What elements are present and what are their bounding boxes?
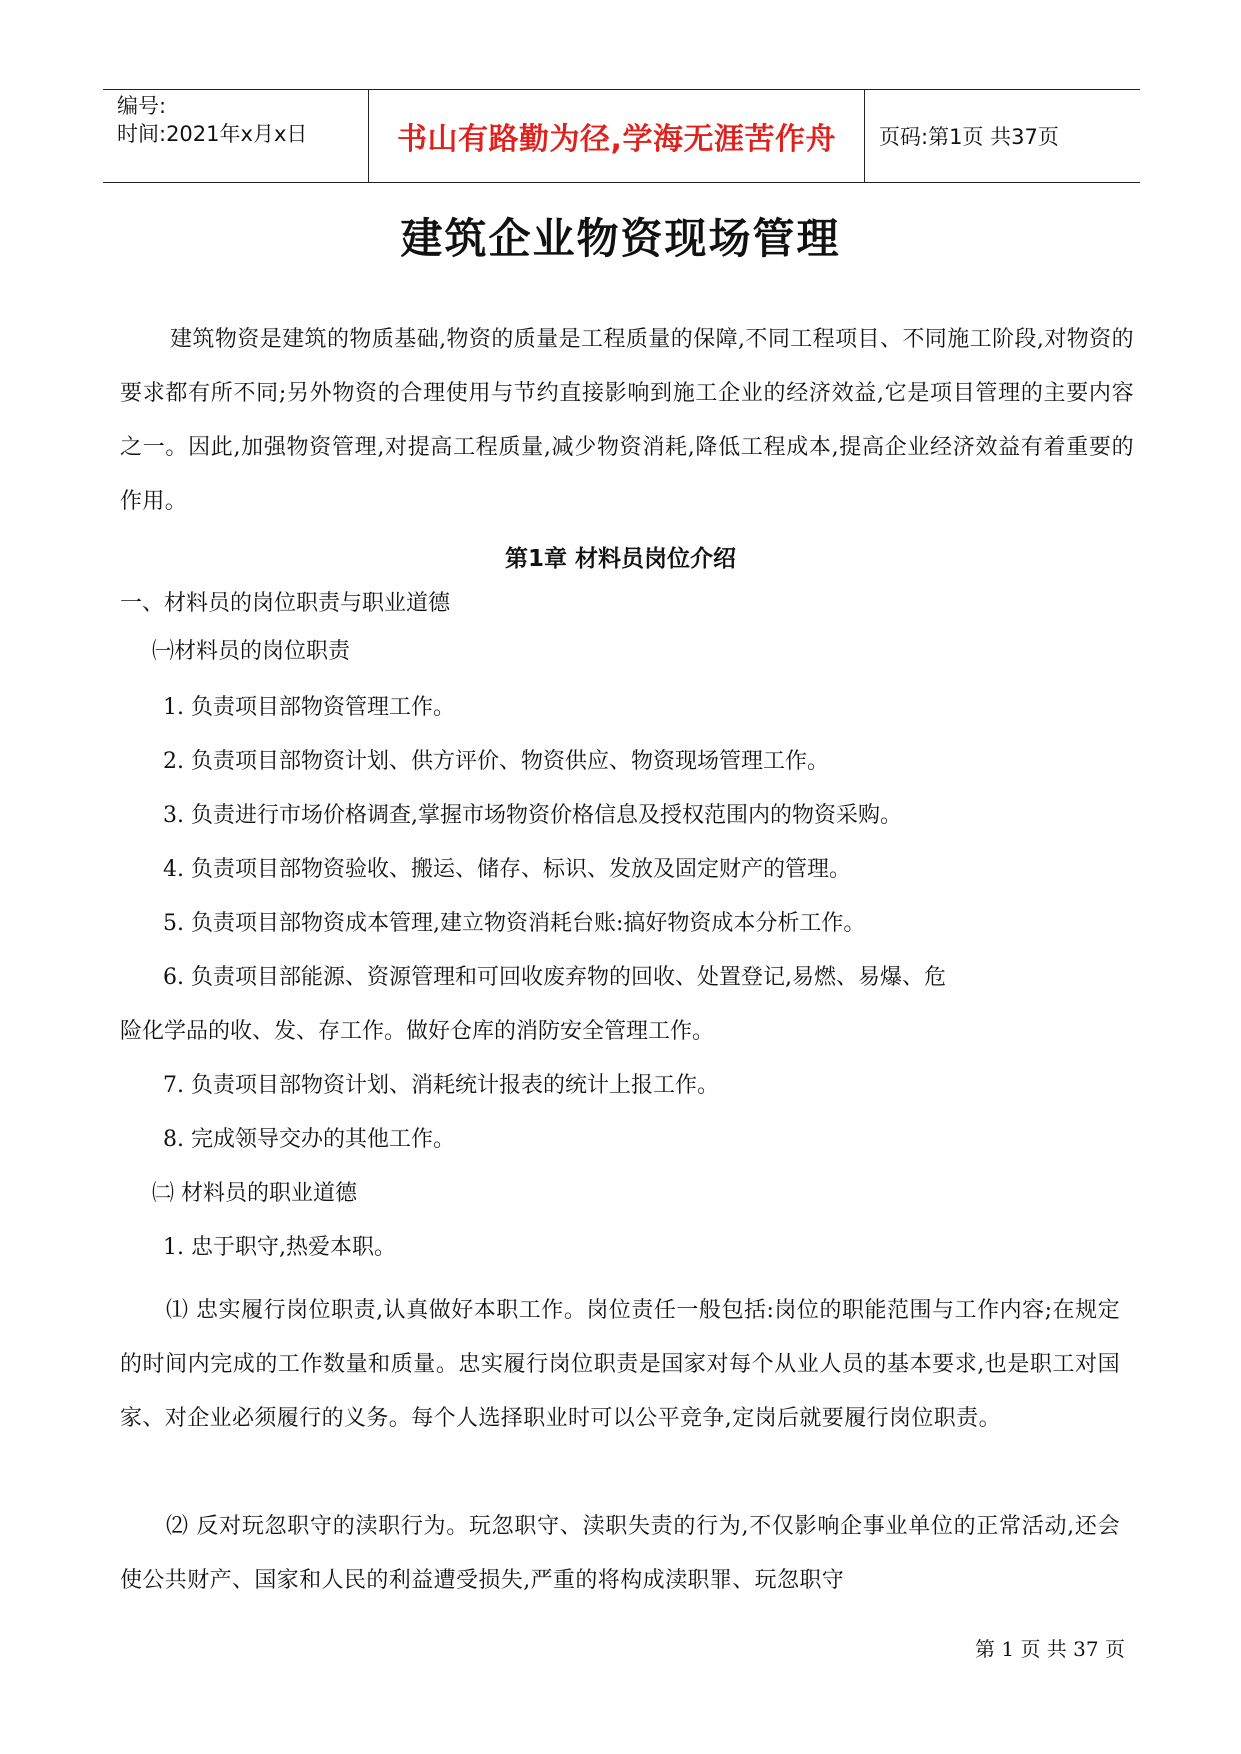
duty-item: 6. 负责项目部能源、资源管理和可回收废弃物的回收、处置登记,易燃、易爆、危: [163, 965, 946, 990]
chapter-heading: 第1章 材料员岗位介绍: [504, 546, 736, 572]
ethics-paragraph-2: ⑵ 反对玩忽职守的渎职行为。玩忽职守、渎职失责的行为,不仅影响企事业单位的正常活动,还会使公共财产、国家和人民的利益遭受损失,严重的将构成渎职罪、玩忽职守: [120, 1514, 1120, 1593]
subsection-heading-ethics: ㈡ 材料员的职业道德: [152, 1181, 357, 1206]
header-page-cell: [865, 90, 1140, 182]
duty-item: 4. 负责项目部物资验收、搬运、储存、标识、发放及固定财产的管理。: [163, 857, 851, 882]
page-footer: 第 1 页 共 37 页: [975, 1637, 1125, 1661]
duty-item: 8. 完成领导交办的其他工作。: [163, 1127, 455, 1152]
subsection-heading-duties: ㈠材料员的岗位职责: [152, 639, 351, 664]
page-code: 页码:第1页 共37页: [879, 125, 1059, 149]
duty-item: 2. 负责项目部物资计划、供方评价、物资供应、物资现场管理工作。: [163, 749, 829, 774]
document-title: 建筑企业物资现场管理: [400, 214, 841, 263]
duty-item-continuation: 险化学品的收、发、存工作。做好仓库的消防安全管理工作。: [120, 1019, 715, 1044]
ethic-item: 1. 忠于职守,热爱本职。: [163, 1235, 396, 1260]
time-label: 时间:2021年x月x日: [117, 122, 308, 146]
duty-item: 1. 负责项目部物资管理工作。: [163, 695, 455, 720]
motto-text: 书山有路勤为径,学海无涯苦作舟: [397, 122, 836, 157]
intro-paragraph: 建筑物资是建筑的物质基础,物资的质量是工程质量的保障,不同工程项目、不同施工阶段,对物资的要求都有所不同;另外物资的合理使用与节约直接影响到施工企业的经济效益,它是项目管理的主要内容之一。因此,加强物资管理,对提高工程质量,减少物资消耗,降低工程成本,提高企业经济效益有着重要的作用。: [120, 327, 1134, 514]
number-label: 编号:: [117, 94, 167, 118]
duty-item: 3. 负责进行市场价格调查,掌握市场物资价格信息及授权范围内的物资采购。: [163, 803, 902, 828]
duty-item: 5. 负责项目部物资成本管理,建立物资消耗台账:搞好物资成本分析工作。: [163, 911, 866, 936]
header-meta-cell: [103, 90, 369, 182]
duty-item: 7. 负责项目部物资计划、消耗统计报表的统计上报工作。: [163, 1073, 719, 1098]
ethics-paragraph-1: ⑴ 忠实履行岗位职责,认真做好本职工作。岗位责任一般包括:岗位的职能范围与工作内容;在规定的时间内完成的工作数量和质量。忠实履行岗位职责是国家对每个从业人员的基本要求,也是职工对国家、对企业必须履行的义务。每个人选择职业时可以公平竞争,定岗后就要履行岗位职责。: [120, 1298, 1120, 1431]
header-motto-cell: [369, 90, 865, 182]
document-header: [103, 89, 1140, 183]
section-heading: 一、材料员的岗位职责与职业道德: [120, 591, 451, 616]
